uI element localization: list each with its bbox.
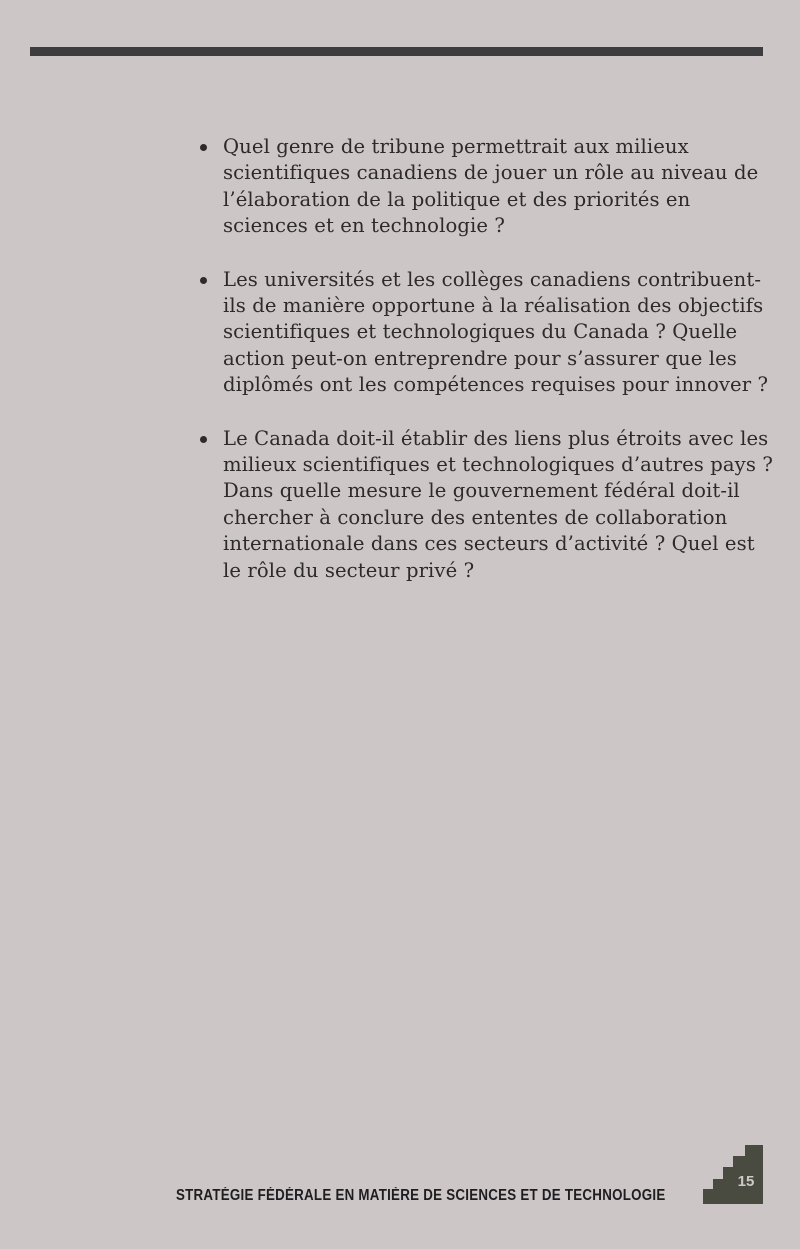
page-number: 15	[737, 1173, 755, 1190]
question-item: Quel genre de tribune permettrait aux milieux scientifiques canadiens de jouer un rôle au niveau de l’élaboration de la politique et des priorités en sciences et en technologie ?	[197, 134, 777, 240]
question-item: Le Canada doit-il établir des liens plus étroits avec les milieux scientifiques et technologiques d’autres pays ? Dans quelle mesure le gouvernement fédéral doit-il chercher à conclure des ententes de collaboration internationale dans ces secteurs d’activité ? Quel est le rôle du secteur privé ?	[197, 426, 777, 584]
question-item: Les universités et les collèges canadiens contribuent-ils de manière opportune à la réalisation des objectifs scientifiques et technologiques du Canada ? Quelle action peut-on entreprendre pour s’assurer que les diplômés ont les compétences requises pour innover ?	[197, 267, 777, 399]
header-rule	[30, 47, 763, 56]
footer-title: STRATÉGIE FÉDÉRALE EN MATIÈRE DE SCIENCES ET DE TECHNOLOGIE	[176, 1187, 666, 1204]
question-list	[197, 134, 777, 611]
